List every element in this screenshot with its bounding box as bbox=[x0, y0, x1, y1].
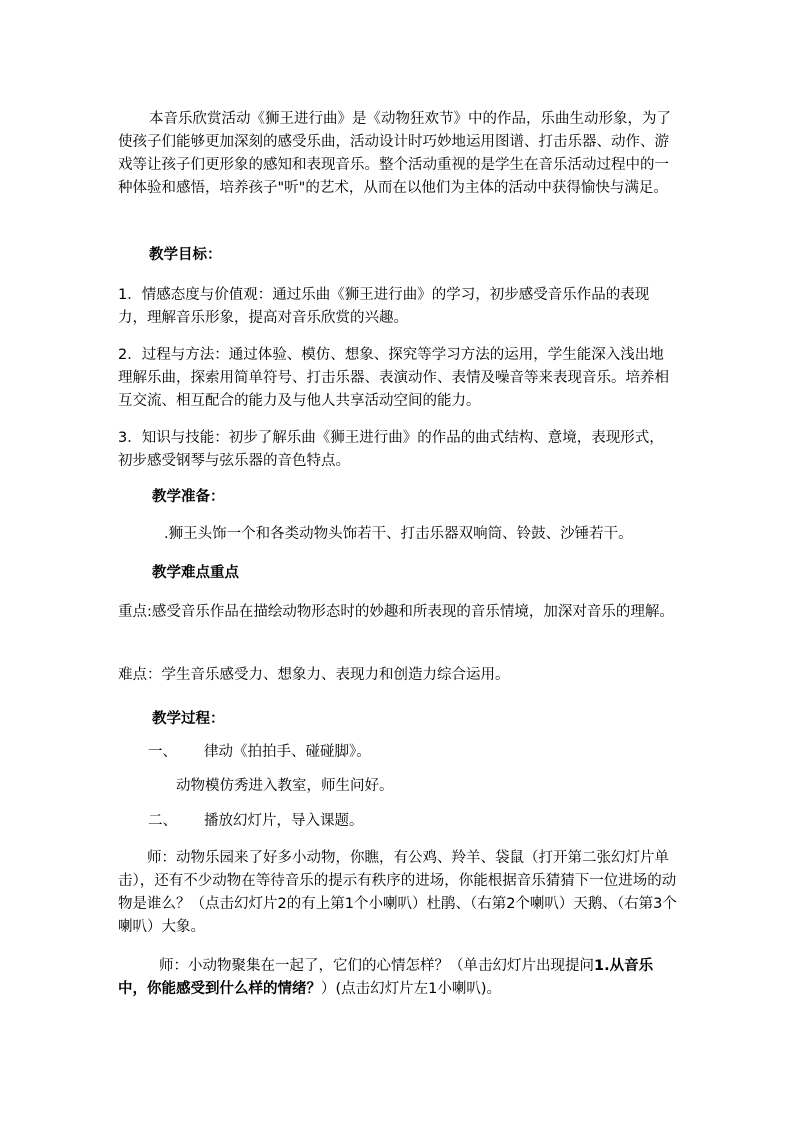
prep-text: .狮王头饰一个和各类动物头饰若干、打击乐器双响筒、铃鼓、沙锤若干。 bbox=[164, 526, 633, 542]
goal-item-3: 3．知识与技能：初步了解乐曲《狮王进行曲》的作品的曲式结构、意境，表现形式，初步感受钢琴与弦乐器的音色特点。 bbox=[118, 430, 664, 469]
goals-heading: 教学目标： bbox=[149, 247, 222, 263]
step1-number: 一、 bbox=[148, 744, 177, 760]
process-paragraph-1: 师：动物乐园来了好多小动物，你瞧，有公鸡、羚羊、袋鼠（打开第二张幻灯片单击），还有不少动物在等待音乐的提示有秩序的进场，你能根据音乐猜猜下一位进场的动物是谁么？（点击幻灯片2的有上第1个小喇叭）杜鹃、（右第2个喇叭）天鹅、（右第3个喇叭）大象。 bbox=[118, 850, 677, 935]
prep-heading: 教学准备： bbox=[152, 489, 225, 505]
intro-paragraph: 本音乐欣赏活动《狮王进行曲》是《动物狂欢节》中的作品，乐曲生动形象，为了使孩子们能够更加深刻的感受乐曲，活动设计时巧妙地运用图谱、打击乐器、动作、游戏等让孩子们更形象的感知和表现音乐。整个活动重视的是学生在音乐活动过程中的一种体验和感悟，培养孩子"听"的艺术，从而在以他们为主体的活动中获得愉快与满足。 bbox=[118, 111, 671, 196]
step1-title: 律动《拍拍手、碰碰脚》。 bbox=[204, 744, 371, 760]
keypoints-heading: 教学难点重点 bbox=[152, 565, 239, 581]
para2-part-a: 师：小动物聚集在一起了，它们的心情怎样？（单击幻灯片出现提问 bbox=[159, 958, 594, 974]
step2-title: 播放幻灯片，导入课题。 bbox=[204, 813, 364, 829]
para2-question: 1.从音乐中，你能感受到什么样的情绪？ bbox=[118, 958, 654, 997]
goal-item-2: 2．过程与方法：通过体验、模仿、想象、探究等学习方法的运用，学生能深入浅出地理解乐曲，探索用简单符号、打击乐器、表演动作、表情及噪音等来表现音乐。培养相互交流、相互配合的能力及与他人共享活动空间的能力。 bbox=[118, 347, 669, 409]
goal-item-1: 1．情感态度与价值观：通过乐曲《狮王进行曲》的学习，初步感受音乐作品的表现力，理解音乐形象，提高对音乐欣赏的兴趣。 bbox=[118, 287, 650, 326]
key-point: 重点:感受音乐作品在描绘动物形态时的妙趣和所表现的音乐情境，加深对音乐的理解。 bbox=[118, 604, 674, 620]
difficult-point: 难点：学生音乐感受力、想象力、表现力和创造力综合运用。 bbox=[118, 667, 510, 683]
step1-detail: 动物模仿秀进入教室，师生问好。 bbox=[176, 778, 394, 794]
process-heading: 教学过程： bbox=[152, 711, 225, 727]
process-paragraph-2 bbox=[118, 955, 678, 1001]
step2-number: 二、 bbox=[148, 813, 177, 829]
para2-part-c: ）(点击幻灯片左1小喇叭)。 bbox=[321, 981, 502, 997]
